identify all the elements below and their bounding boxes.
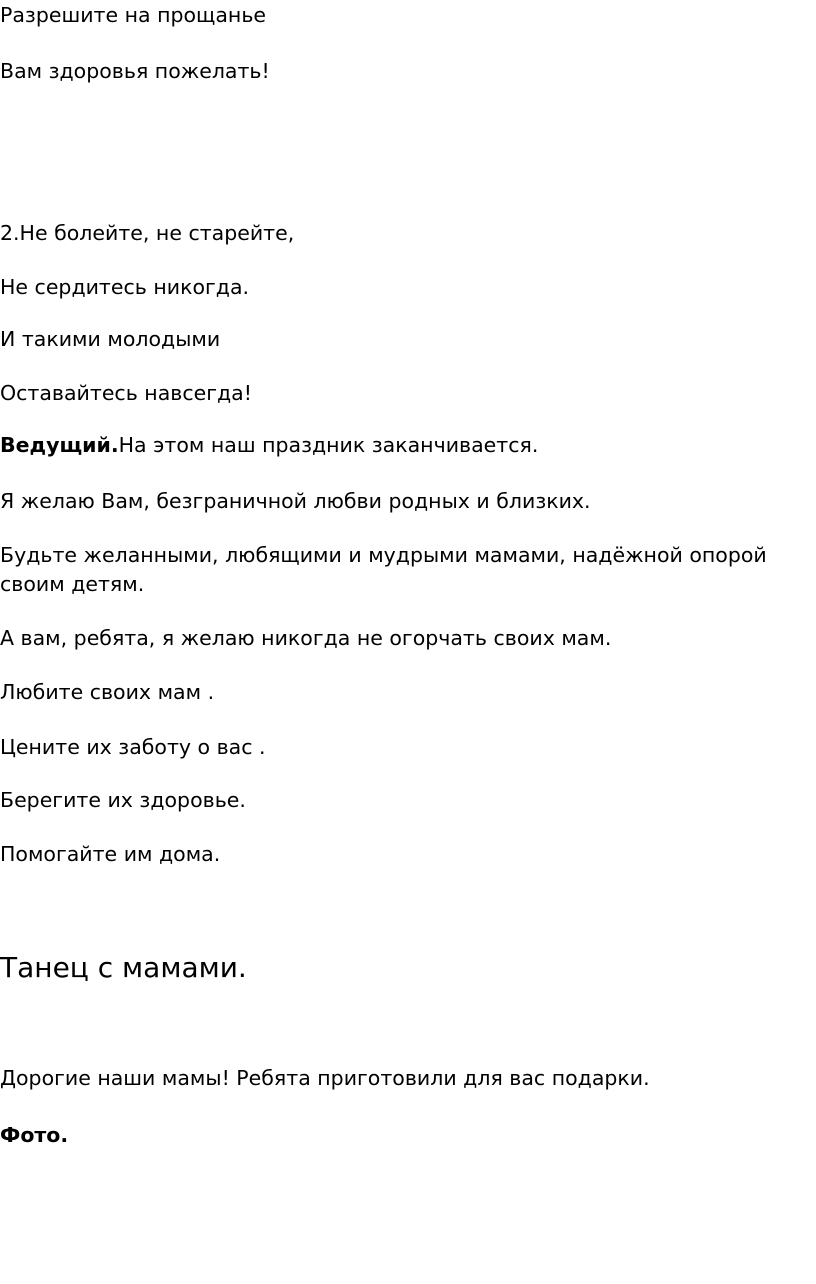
host-text: На этом наш праздник заканчивается.: [118, 433, 539, 457]
paragraph: Цените их заботу о вас .: [0, 735, 266, 759]
paragraph: А вам, ребята, я желаю никогда не огорчать своих мам.: [0, 626, 612, 650]
poem-line: Оставайтесь навсегда!: [0, 381, 252, 405]
dance-heading: Танец с мамами.: [0, 951, 247, 984]
paragraph: Любите своих мам .: [0, 680, 215, 704]
poem-line: Не сердитесь никогда.: [0, 275, 250, 299]
paragraph: Будьте желанными, любящими и мудрыми мамами, надёжной опорой своим детям.: [0, 543, 767, 596]
gifts-paragraph: Дорогие наши мамы! Ребята приготовили для вас подарки.: [0, 1066, 650, 1090]
poem-line: Разрешите на прощанье: [0, 3, 267, 27]
paragraph: Я желаю Вам, безграничной любви родных и близких.: [0, 489, 591, 513]
poem-line: 2.Не болейте, не старейте,: [0, 221, 295, 245]
host-label: Ведущий.: [0, 433, 119, 457]
photo-label: Фото.: [0, 1123, 69, 1147]
poem-line: И такими молодыми: [0, 327, 221, 351]
host-speech: [0, 431, 538, 460]
paragraph: Берегите их здоровье.: [0, 788, 246, 812]
poem-line: Вам здоровья пожелать!: [0, 59, 270, 83]
paragraph: Помогайте им дома.: [0, 842, 221, 866]
